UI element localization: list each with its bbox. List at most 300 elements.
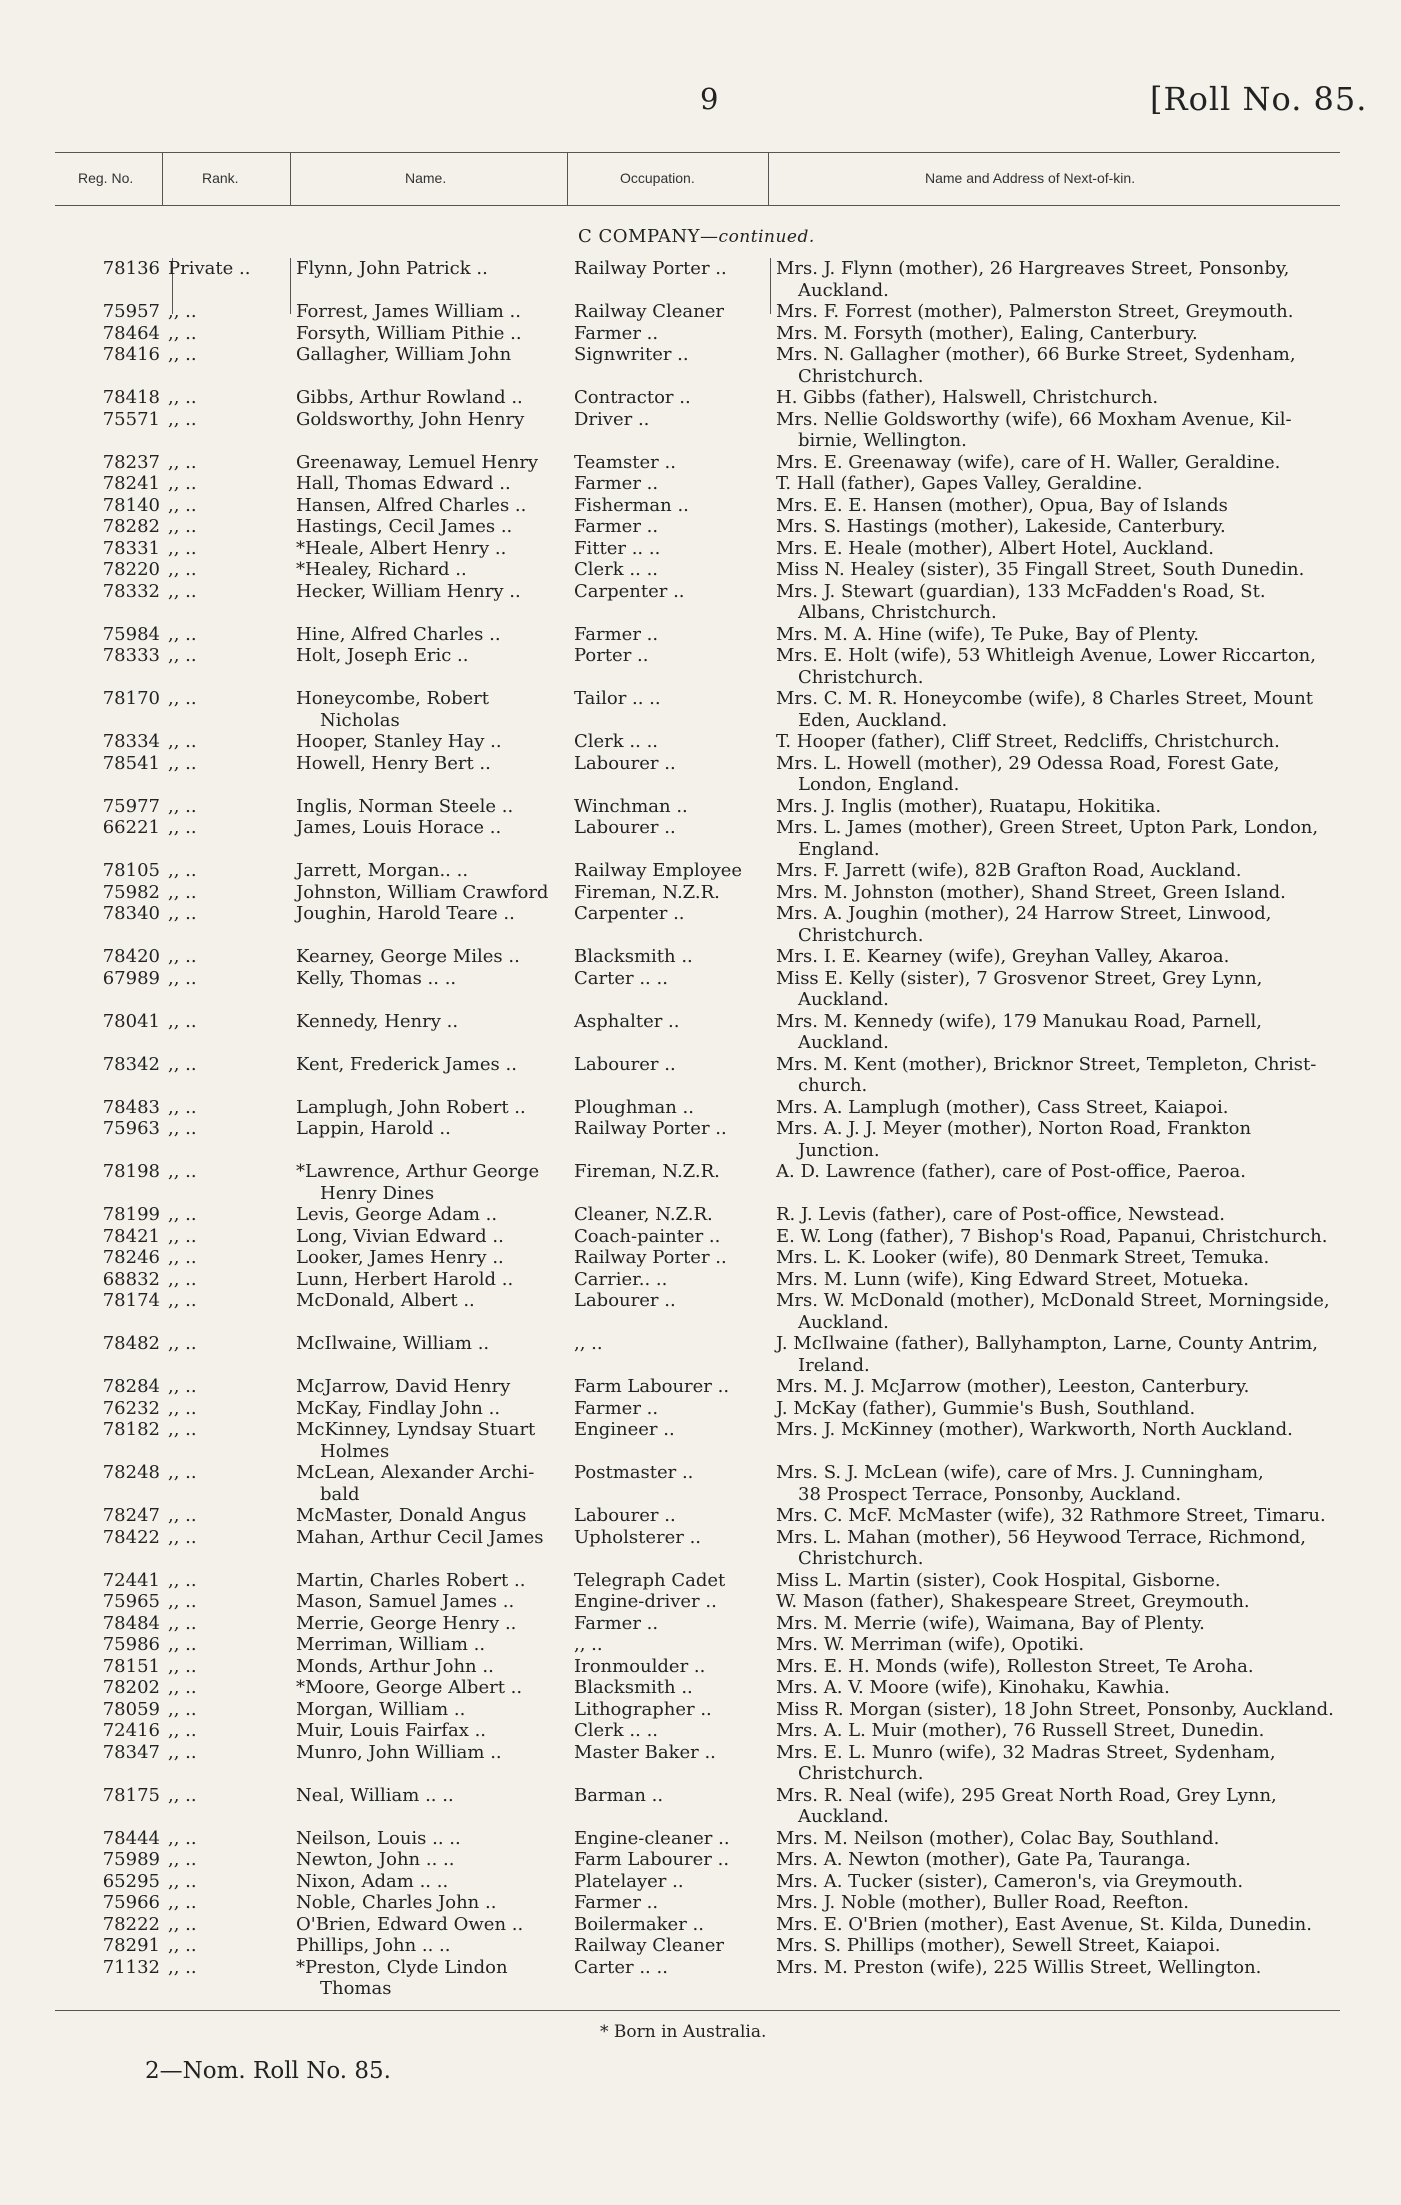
next-of-kin-line: A. D. Lawrence (father), care of Post-office, Paeroa. <box>776 1161 1246 1182</box>
reg-number: 76232 <box>102 1397 160 1419</box>
next-of-kin-line: W. Mason (father), Shakespeare Street, Greymouth. <box>776 1591 1250 1612</box>
occupation: Postmaster .. <box>574 1462 694 1483</box>
name-line: Kearney, George Miles .. <box>296 946 520 967</box>
occupation: Fireman, N.Z.R. <box>574 1161 720 1182</box>
rank: ,, .. <box>168 516 197 537</box>
table-row <box>0 516 1401 538</box>
next-of-kin-line: Mrs. E. Heale (mother), Albert Hotel, Auckland. <box>776 537 1215 559</box>
rank: ,, .. <box>168 1634 197 1655</box>
next-of-kin <box>776 1634 1338 1656</box>
next-of-kin-line: Eden, Auckland. <box>798 709 948 731</box>
table-row <box>0 1935 1401 1957</box>
rank: ,, .. <box>168 344 197 365</box>
next-of-kin <box>776 1914 1338 1936</box>
table-row <box>0 1247 1401 1269</box>
name-line: Munro, John William .. <box>296 1741 502 1763</box>
occupation: Engine-driver .. <box>574 1591 717 1612</box>
rank: ,, .. <box>168 1784 197 1806</box>
rank: Private .. <box>168 258 251 279</box>
next-of-kin <box>776 1957 1338 1979</box>
name-line: Forsyth, William Pithie .. <box>296 322 522 344</box>
next-of-kin <box>776 882 1338 904</box>
next-of-kin-line: Mrs. E. O'Brien (mother), East Avenue, St. Kilda, Dunedin. <box>776 1913 1313 1935</box>
table-row <box>0 495 1401 517</box>
name-line: Hansen, Alfred Charles .. <box>296 494 527 516</box>
name-line: Monds, Arthur John .. <box>296 1655 494 1677</box>
occupation: Upholsterer .. <box>574 1526 702 1548</box>
next-of-kin-line: Miss L. Martin (sister), Cook Hospital, Gisborne. <box>776 1569 1221 1591</box>
rank: ,, .. <box>168 1655 197 1677</box>
soldier-name <box>296 1247 558 1269</box>
next-of-kin-line: Mrs. M. Lunn (wife), King Edward Street, Motueka. <box>776 1268 1249 1290</box>
occupation: Engine-cleaner .. <box>574 1827 730 1849</box>
rank: ,, .. <box>168 1892 197 1913</box>
next-of-kin-line: Mrs. A. Tucker (sister), Cameron's, via Greymouth. <box>776 1870 1244 1892</box>
rank: ,, .. <box>168 1376 197 1397</box>
soldier-name <box>296 559 558 581</box>
soldier-name <box>296 301 558 323</box>
rank: ,, .. <box>168 645 197 666</box>
rank: ,, .. <box>168 1720 197 1741</box>
rank: ,, .. <box>168 1956 197 1978</box>
roll-table <box>0 258 1401 2000</box>
occupation: Railway Porter .. <box>574 1247 727 1268</box>
name-line: McKay, Findlay John .. <box>296 1397 501 1419</box>
next-of-kin-line: Mrs. A. Lamplugh (mother), Cass Street, Kaiapoi. <box>776 1096 1229 1118</box>
occupation: Labourer .. <box>574 817 676 838</box>
table-row <box>0 1376 1401 1398</box>
name-line: Looker, James Henry .. <box>296 1247 504 1268</box>
rank: ,, .. <box>168 537 197 559</box>
rank: ,, .. <box>168 817 197 838</box>
name-line: McIlwaine, William .. <box>296 1333 490 1354</box>
next-of-kin <box>776 258 1338 301</box>
rank: ,, .. <box>168 301 197 322</box>
next-of-kin-line: Christchurch. <box>798 666 924 688</box>
next-of-kin-line: church. <box>798 1075 868 1096</box>
next-of-kin-line: Mrs. L. K. Looker (wife), 80 Denmark Street, Temuka. <box>776 1247 1270 1268</box>
occupation: Driver .. <box>574 408 650 430</box>
next-of-kin <box>776 968 1338 1011</box>
table-row <box>0 1118 1401 1161</box>
rank: ,, .. <box>168 1698 197 1720</box>
occupation: Master Baker .. <box>574 1741 716 1763</box>
soldier-name <box>296 1570 558 1592</box>
next-of-kin-line: J. McIlwaine (father), Ballyhampton, Larne, County Antrim, <box>776 1333 1319 1354</box>
name-line: Flynn, John Patrick .. <box>296 258 488 279</box>
rank: ,, .. <box>168 1053 197 1075</box>
column-header-reg: Reg. No. <box>78 170 134 186</box>
column-divider <box>768 152 769 205</box>
reg-number: 66221 <box>102 817 160 838</box>
name-line: Greenaway, Lemuel Henry <box>296 451 539 473</box>
next-of-kin <box>776 1118 1338 1161</box>
table-row <box>0 946 1401 968</box>
name-line: Thomas <box>320 1978 392 1999</box>
soldier-name <box>296 452 558 474</box>
rank: ,, .. <box>168 1225 197 1247</box>
reg-number: 78220 <box>102 559 160 580</box>
next-of-kin-line: Mrs. M. A. Hine (wife), Te Puke, Bay of Plenty. <box>776 623 1200 645</box>
reg-number: 78182 <box>102 1419 160 1440</box>
name-line: Morgan, William .. <box>296 1698 466 1720</box>
table-row <box>0 968 1401 1011</box>
table-row <box>0 1269 1401 1291</box>
occupation: Cleaner, N.Z.R. <box>574 1204 713 1225</box>
next-of-kin <box>776 1591 1338 1613</box>
column-header-name: Name. <box>405 170 447 186</box>
next-of-kin <box>776 344 1338 387</box>
table-row <box>0 1204 1401 1226</box>
name-line: Lamplugh, John Robert .. <box>296 1096 526 1118</box>
table-row <box>0 301 1401 323</box>
name-line: Forrest, James William .. <box>296 301 521 322</box>
next-of-kin <box>776 452 1338 474</box>
next-of-kin <box>776 860 1338 882</box>
next-of-kin-line: London, England. <box>798 774 960 795</box>
reg-number: 78331 <box>102 537 160 559</box>
table-row <box>0 559 1401 581</box>
soldier-name <box>296 1097 558 1119</box>
next-of-kin <box>776 817 1338 860</box>
occupation: Carrier.. .. <box>574 1268 668 1290</box>
footer-reference: 2—Nom. Roll No. 85. <box>145 2058 391 2084</box>
table-row <box>0 452 1401 474</box>
next-of-kin <box>776 1570 1338 1592</box>
reg-number: 78151 <box>102 1655 160 1677</box>
reg-number: 78482 <box>102 1333 160 1354</box>
next-of-kin <box>776 1333 1338 1376</box>
rank: ,, .. <box>168 752 197 774</box>
column-header-occupation: Occupation. <box>620 170 695 186</box>
soldier-name <box>296 817 558 839</box>
table-row <box>0 1699 1401 1721</box>
soldier-name <box>296 731 558 753</box>
rank: ,, .. <box>168 1612 197 1634</box>
soldier-name <box>296 1871 558 1893</box>
name-line: Noble, Charles John .. <box>296 1892 497 1913</box>
rank: ,, .. <box>168 946 197 967</box>
soldier-name <box>296 1527 558 1549</box>
reg-number: 78105 <box>102 860 160 881</box>
next-of-kin-line: Mrs. E. L. Munro (wife), 32 Madras Street, Sydenham, <box>776 1741 1276 1763</box>
soldier-name <box>296 1677 558 1699</box>
occupation: Telegraph Cadet <box>574 1569 726 1591</box>
next-of-kin-line: Mrs. M. Preston (wife), 225 Willis Street, Wellington. <box>776 1956 1262 1978</box>
occupation: Farm Labourer .. <box>574 1376 730 1397</box>
soldier-name <box>296 1591 558 1613</box>
reg-number: 78347 <box>102 1741 160 1763</box>
name-line: McKinney, Lyndsay Stuart <box>296 1419 536 1440</box>
table-row <box>0 344 1401 387</box>
next-of-kin <box>776 1699 1338 1721</box>
reg-number: 78284 <box>102 1376 160 1397</box>
next-of-kin-line: Mrs. L. Mahan (mother), 56 Heywood Terrace, Richmond, <box>776 1526 1306 1548</box>
reg-number: 78421 <box>102 1225 160 1247</box>
table-row <box>0 581 1401 624</box>
next-of-kin-line: Mrs. J. McKinney (mother), Warkworth, North Auckland. <box>776 1419 1293 1440</box>
next-of-kin-line: Mrs. S. J. McLean (wife), care of Mrs. J. Cunningham, <box>776 1462 1264 1483</box>
table-row <box>0 538 1401 560</box>
soldier-name <box>296 409 558 431</box>
occupation: Farmer .. <box>574 516 659 537</box>
soldier-name <box>296 946 558 968</box>
rank: ,, .. <box>168 1419 197 1440</box>
next-of-kin-line: T. Hooper (father), Cliff Street, Redcliffs, Christchurch. <box>776 731 1280 752</box>
next-of-kin <box>776 1656 1338 1678</box>
table-row <box>0 1462 1401 1505</box>
next-of-kin-line: Mrs. M. Johnston (mother), Shand Street, Green Island. <box>776 881 1286 903</box>
soldier-name <box>296 1634 558 1656</box>
reg-number: 78418 <box>102 387 160 408</box>
rank: ,, .. <box>168 967 197 989</box>
next-of-kin <box>776 1011 1338 1054</box>
reg-number: 78340 <box>102 903 160 924</box>
table-row <box>0 1161 1401 1204</box>
table-row <box>0 860 1401 882</box>
next-of-kin-line: Mrs. J. Noble (mother), Buller Road, Reefton. <box>776 1892 1189 1913</box>
next-of-kin <box>776 1204 1338 1226</box>
next-of-kin-line: Mrs. J. Flynn (mother), 26 Hargreaves Street, Ponsonby, <box>776 258 1290 279</box>
reg-number: 72416 <box>102 1720 160 1741</box>
next-of-kin <box>776 1892 1338 1914</box>
next-of-kin-line: Mrs. A. V. Moore (wife), Kinohaku, Kawhia. <box>776 1677 1170 1698</box>
reg-number: 75963 <box>102 1118 160 1139</box>
reg-number: 78420 <box>102 946 160 967</box>
table-row <box>0 1742 1401 1785</box>
table-bottom-rule <box>55 2010 1340 2011</box>
rank: ,, .. <box>168 1677 197 1698</box>
name-line: Kent, Frederick James .. <box>296 1053 517 1075</box>
table-row <box>0 1398 1401 1420</box>
soldier-name <box>296 387 558 409</box>
rank: ,, .. <box>168 1268 197 1290</box>
name-line: McDonald, Albert .. <box>296 1290 475 1311</box>
next-of-kin <box>776 1613 1338 1635</box>
rank: ,, .. <box>168 1741 197 1763</box>
name-line: Kennedy, Henry .. <box>296 1010 459 1032</box>
next-of-kin-line: E. W. Long (father), 7 Bishop's Road, Papanui, Christchurch. <box>776 1225 1328 1247</box>
next-of-kin <box>776 1054 1338 1097</box>
next-of-kin <box>776 1677 1338 1699</box>
next-of-kin <box>776 1849 1338 1871</box>
rank: ,, .. <box>168 1118 197 1139</box>
next-of-kin-line: Mrs. J. Inglis (mother), Ruatapu, Hokitika. <box>776 795 1162 817</box>
name-line: Merrie, George Henry .. <box>296 1612 517 1634</box>
occupation: Lithographer .. <box>574 1698 712 1720</box>
occupation: Labourer .. <box>574 1290 676 1311</box>
soldier-name <box>296 1720 558 1742</box>
name-line: Inglis, Norman Steele .. <box>296 795 514 817</box>
next-of-kin-line: Albans, Christchurch. <box>798 602 997 623</box>
next-of-kin-line: Mrs. M. Merrie (wife), Waimana, Bay of Plenty. <box>776 1612 1205 1634</box>
rank: ,, .. <box>168 903 197 924</box>
next-of-kin-line: Auckland. <box>798 1311 889 1333</box>
soldier-name <box>296 1290 558 1312</box>
occupation: Ironmoulder .. <box>574 1655 706 1677</box>
occupation: Engineer .. <box>574 1419 675 1440</box>
next-of-kin <box>776 1376 1338 1398</box>
soldier-name <box>296 1613 558 1635</box>
soldier-name <box>296 258 558 280</box>
name-line: Lappin, Harold .. <box>296 1118 451 1139</box>
next-of-kin-line: Mrs. C. McF. McMaster (wife), 32 Rathmore Street, Timaru. <box>776 1505 1326 1526</box>
occupation: Teamster .. <box>574 451 676 473</box>
name-line: Nicholas <box>320 709 400 731</box>
rank: ,, .. <box>168 1913 197 1935</box>
next-of-kin <box>776 1398 1338 1420</box>
next-of-kin-line: Mrs. J. Stewart (guardian), 133 McFadden's Road, St. <box>776 580 1266 602</box>
name-line: Neal, William .. .. <box>296 1784 454 1806</box>
table-row <box>0 731 1401 753</box>
rank: ,, .. <box>168 623 197 645</box>
occupation: Platelayer .. <box>574 1870 684 1892</box>
reg-number: 78140 <box>102 494 160 516</box>
soldier-name <box>296 1742 558 1764</box>
next-of-kin-line: Mrs. L. Howell (mother), 29 Odessa Road, Forest Gate, <box>776 752 1280 774</box>
name-line: O'Brien, Edward Owen .. <box>296 1913 524 1935</box>
reg-number: 78541 <box>102 752 160 774</box>
occupation: Blacksmith .. <box>574 946 693 967</box>
soldier-name <box>296 1226 558 1248</box>
reg-number: 78237 <box>102 451 160 473</box>
next-of-kin <box>776 538 1338 560</box>
occupation: Railway Porter .. <box>574 1118 727 1139</box>
name-line: *Preston, Clyde Lindon <box>296 1956 508 1978</box>
column-header-next-of-kin: Name and Address of Next-of-kin. <box>925 170 1136 186</box>
next-of-kin-line: H. Gibbs (father), Halswell, Christchurch. <box>776 387 1159 408</box>
rank: ,, .. <box>168 387 197 408</box>
name-line: Hine, Alfred Charles .. <box>296 623 501 645</box>
next-of-kin-line: Mrs. M. J. McJarrow (mother), Leeston, Canterbury. <box>776 1376 1250 1397</box>
next-of-kin <box>776 1097 1338 1119</box>
next-of-kin-line: Miss R. Morgan (sister), 18 John Street, Ponsonby, Auckland. <box>776 1698 1334 1720</box>
table-row <box>0 1849 1401 1871</box>
next-of-kin-line: birnie, Wellington. <box>798 430 967 451</box>
table-row <box>0 1720 1401 1742</box>
next-of-kin-line: Mrs. W. McDonald (mother), McDonald Street, Morningside, <box>776 1290 1330 1311</box>
next-of-kin-line: Mrs. Nellie Goldsworthy (wife), 66 Moxham Avenue, Kil- <box>776 408 1292 430</box>
next-of-kin <box>776 1935 1338 1957</box>
rank: ,, .. <box>168 580 197 602</box>
table-row <box>0 1011 1401 1054</box>
next-of-kin-line: Christchurch. <box>798 365 924 387</box>
reg-number: 78059 <box>102 1698 160 1720</box>
table-row <box>0 645 1401 688</box>
name-line: Levis, George Adam .. <box>296 1204 498 1225</box>
next-of-kin-line: Mrs. E. E. Hansen (mother), Opua, Bay of Islands <box>776 494 1228 516</box>
next-of-kin-line: Mrs. S. Phillips (mother), Sewell Street, Kaiapoi. <box>776 1935 1221 1956</box>
reg-number: 75984 <box>102 623 160 645</box>
next-of-kin <box>776 473 1338 495</box>
reg-number: 78483 <box>102 1096 160 1118</box>
name-line: Muir, Louis Fairfax .. <box>296 1720 487 1741</box>
soldier-name <box>296 1849 558 1871</box>
next-of-kin <box>776 753 1338 796</box>
rank: ,, .. <box>168 322 197 344</box>
name-line: Kelly, Thomas .. .. <box>296 967 457 989</box>
next-of-kin-line: Mrs. A. L. Muir (mother), 76 Russell Street, Dunedin. <box>776 1720 1265 1741</box>
next-of-kin-line: T. Hall (father), Gapes Valley, Geraldine. <box>776 473 1143 494</box>
reg-number: 78175 <box>102 1784 160 1806</box>
occupation: Railway Cleaner <box>574 301 725 322</box>
name-line: Nixon, Adam .. .. <box>296 1870 449 1892</box>
table-row <box>0 387 1401 409</box>
occupation: Labourer .. <box>574 752 676 774</box>
occupation: Farmer .. <box>574 322 659 344</box>
name-line: Howell, Henry Bert .. <box>296 752 491 774</box>
occupation: Carpenter .. <box>574 903 685 924</box>
reg-number: 78202 <box>102 1677 160 1698</box>
reg-number: 78444 <box>102 1827 160 1849</box>
next-of-kin <box>776 903 1338 946</box>
soldier-name <box>296 495 558 517</box>
rank: ,, .. <box>168 1569 197 1591</box>
soldier-name <box>296 645 558 667</box>
section-continued: continued. <box>718 227 815 247</box>
name-line: bald <box>320 1483 360 1505</box>
occupation: Labourer .. <box>574 1053 676 1075</box>
rank: ,, .. <box>168 1204 197 1225</box>
name-line: Long, Vivian Edward .. <box>296 1225 504 1247</box>
next-of-kin <box>776 1505 1338 1527</box>
next-of-kin <box>776 1419 1338 1441</box>
next-of-kin <box>776 1720 1338 1742</box>
rank: ,, .. <box>168 1462 197 1483</box>
occupation: ,, .. <box>574 1333 603 1354</box>
reg-number: 78222 <box>102 1913 160 1935</box>
next-of-kin-line: Mrs. M. Neilson (mother), Colac Bay, Southland. <box>776 1827 1220 1849</box>
name-line: Phillips, John .. .. <box>296 1935 451 1956</box>
table-row <box>0 323 1401 345</box>
reg-number: 78332 <box>102 580 160 602</box>
occupation: Fireman, N.Z.R. <box>574 881 720 903</box>
next-of-kin-line: Mrs. W. Merriman (wife), Opotiki. <box>776 1634 1085 1655</box>
occupation: Railway Employee <box>574 860 743 881</box>
table-row <box>0 1527 1401 1570</box>
occupation: Clerk .. .. <box>574 731 659 752</box>
occupation: Farmer .. <box>574 1397 659 1419</box>
next-of-kin <box>776 946 1338 968</box>
occupation: Blacksmith .. <box>574 1677 693 1698</box>
reg-number: 78136 <box>102 258 160 279</box>
occupation: Asphalter .. <box>574 1010 680 1032</box>
column-divider <box>567 152 568 205</box>
name-line: Henry Dines <box>320 1182 435 1204</box>
soldier-name <box>296 882 558 904</box>
table-row <box>0 1613 1401 1635</box>
soldier-name <box>296 473 558 495</box>
next-of-kin <box>776 731 1338 753</box>
table-row <box>0 409 1401 452</box>
soldier-name <box>296 516 558 538</box>
occupation: Railway Porter .. <box>574 258 727 279</box>
reg-number: 78041 <box>102 1010 160 1032</box>
name-line: Honeycombe, Robert <box>296 688 489 709</box>
reg-number: 78282 <box>102 516 160 537</box>
next-of-kin-line: R. J. Levis (father), care of Post-office, Newstead. <box>776 1204 1225 1225</box>
table-row <box>0 1419 1401 1462</box>
reg-number: 78247 <box>102 1505 160 1526</box>
soldier-name <box>296 1204 558 1226</box>
next-of-kin <box>776 1462 1338 1505</box>
table-row <box>0 1591 1401 1613</box>
reg-number: 75571 <box>102 408 160 430</box>
name-line: *Moore, George Albert .. <box>296 1677 523 1698</box>
rank: ,, .. <box>168 1591 197 1612</box>
column-divider <box>162 152 163 205</box>
reg-number: 78342 <box>102 1053 160 1075</box>
